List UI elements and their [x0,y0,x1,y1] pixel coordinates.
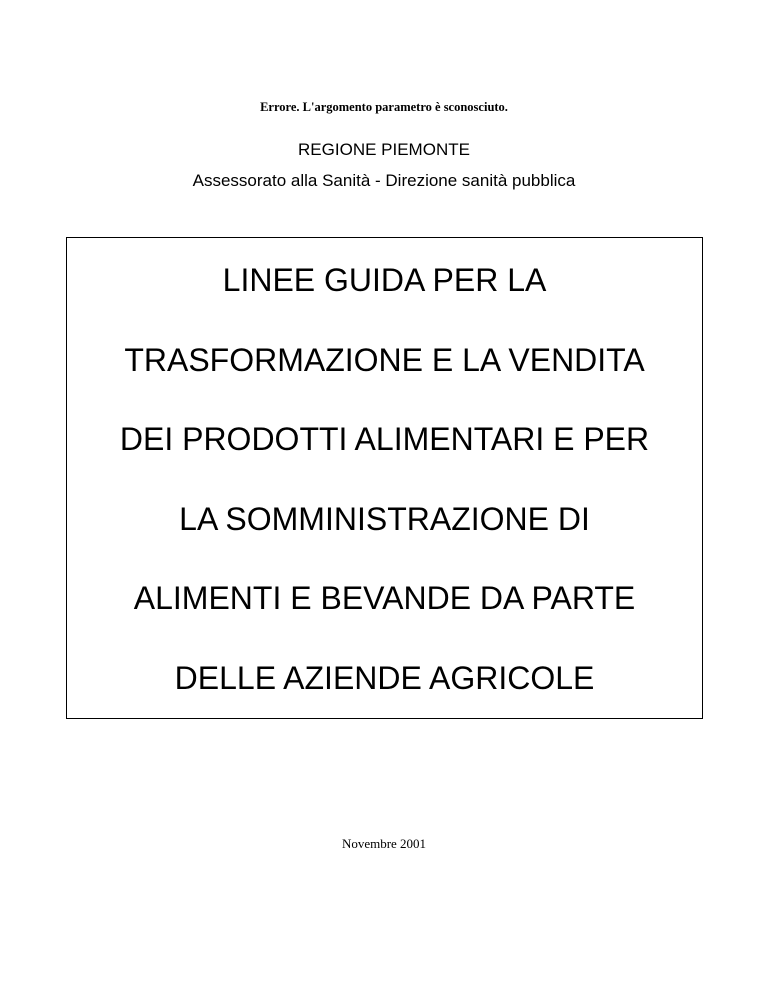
department-name: Assessorato alla Sanità - Direzione sanità pubblica [192,171,576,190]
field-error-message: Errore. L'argomento parametro è sconosciuto. [260,100,508,114]
title-box [66,237,703,719]
title-line: LA SOMMINISTRAZIONE DI [179,500,590,537]
title-line: ALIMENTI E BEVANDE DA PARTE [133,580,636,617]
publication-date: Novembre 2001 [341,836,427,851]
title-line: DEI PRODOTTI ALIMENTARI E PER [119,421,650,458]
region-name: REGIONE PIEMONTE [298,140,470,159]
title-line: TRASFORMAZIONE E LA VENDITA [124,341,645,378]
title-line: LINEE GUIDA PER LA [222,262,547,298]
title-line: DELLE AZIENDE AGRICOLE [174,659,595,696]
